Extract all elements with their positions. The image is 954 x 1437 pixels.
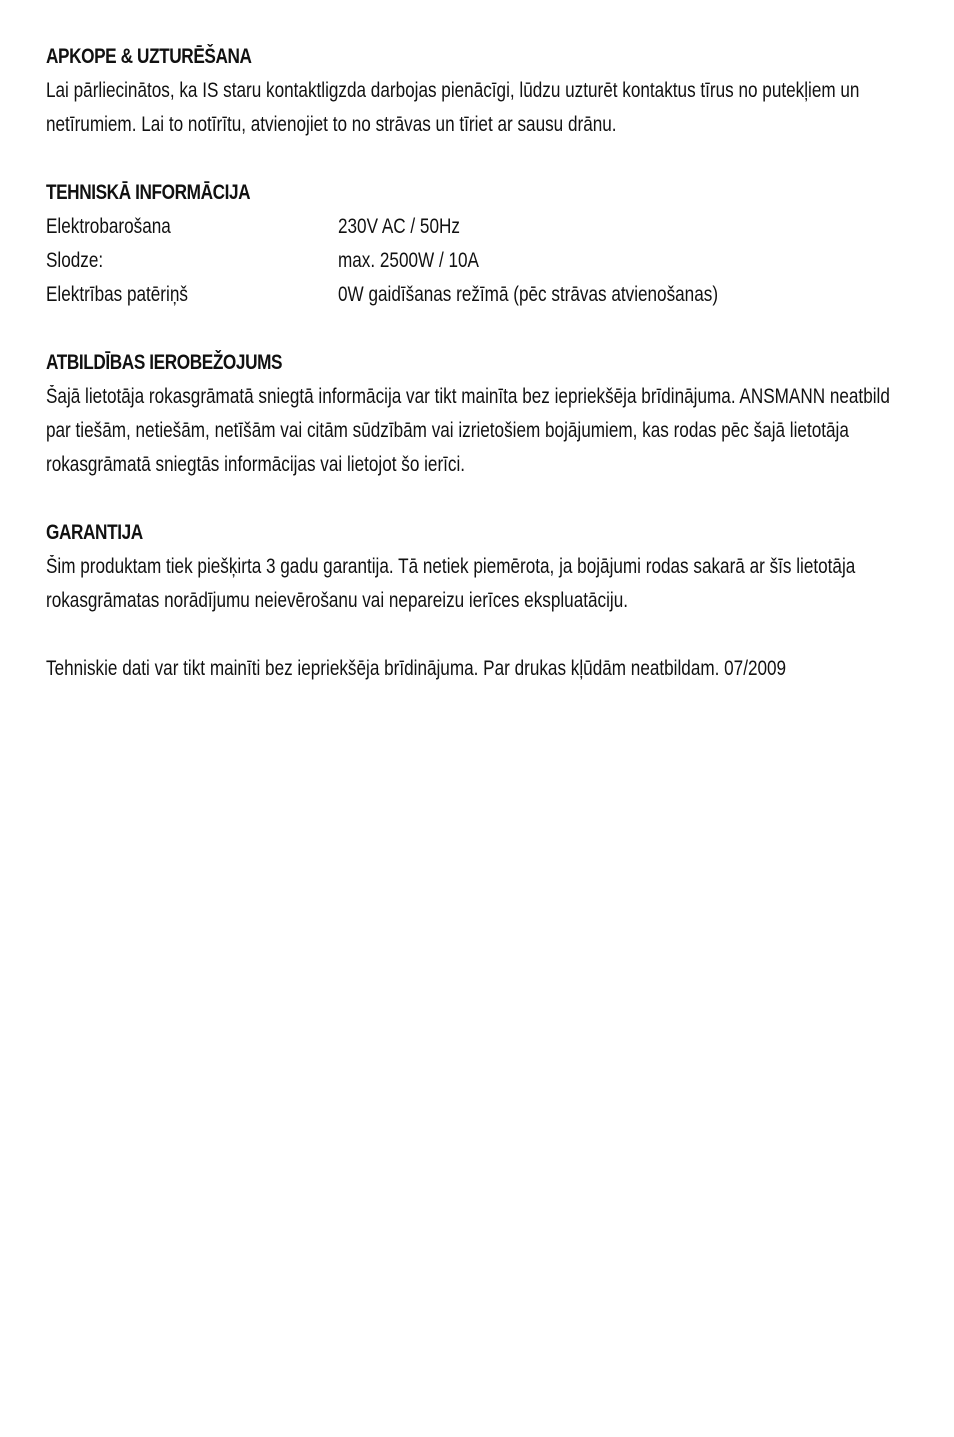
liability-text: Šajā lietotāja rokasgrāmatā sniegtā informācija var tikt mainīta bez iepriekšēja brīdinājuma. ANSMANN neatbild par tiešām, netiešām, netīšām vai citām sūdzībām vai izrietošiem bojājumiem, kas rodas pēc šajā lietotāja rokasgrāmatā sniegtās informācijas vai lietojot šo ierīci. bbox=[46, 385, 890, 476]
footer-note: Tehniskie dati var tikt mainīti bez iepriekšēja brīdinājuma. Par drukas kļūdām neatbildam. 07/2009 bbox=[46, 657, 787, 680]
spec-label: Elektrobarošana bbox=[46, 215, 171, 238]
spec-value: 230V AC / 50Hz bbox=[338, 215, 460, 238]
warranty-section bbox=[46, 516, 912, 618]
spec-row-power-supply bbox=[46, 210, 912, 244]
liability-section bbox=[46, 346, 912, 482]
maintenance-section bbox=[46, 40, 912, 142]
warranty-text: Šim produktam tiek piešķirta 3 gadu garantija. Tā netiek piemērota, ja bojājumi rodas sakarā ar šīs lietotāja rokasgrāmatas norādījumu neievērošanu vai nepareizu ierīces ekspluatāciju. bbox=[46, 555, 856, 612]
spec-label: Elektrības patēriņš bbox=[46, 283, 188, 306]
liability-heading: ATBILDĪBAS IEROBEŽOJUMS bbox=[46, 351, 283, 374]
technical-heading: TEHNISKĀ INFORMĀCIJA bbox=[46, 181, 251, 204]
warranty-heading: GARANTIJA bbox=[46, 521, 143, 544]
document-page bbox=[46, 40, 912, 686]
spec-label: Slodze: bbox=[46, 249, 104, 272]
technical-section bbox=[46, 176, 912, 312]
spec-row-consumption bbox=[46, 278, 912, 312]
spec-value: max. 2500W / 10A bbox=[338, 249, 479, 272]
spec-value: 0W gaidīšanas režīmā (pēc strāvas atvienošanas) bbox=[338, 283, 719, 306]
maintenance-text: Lai pārliecinātos, ka IS staru kontaktligzda darbojas pienācīgi, lūdzu uzturēt kontaktus tīrus no putekļiem un netīrumiem. Lai to notīrītu, atvienojiet to no strāvas un tīriet ar sausu drānu. bbox=[46, 79, 860, 136]
spec-row-load bbox=[46, 244, 912, 278]
maintenance-heading: APKOPE & UZTURĒŠANA bbox=[46, 45, 252, 68]
